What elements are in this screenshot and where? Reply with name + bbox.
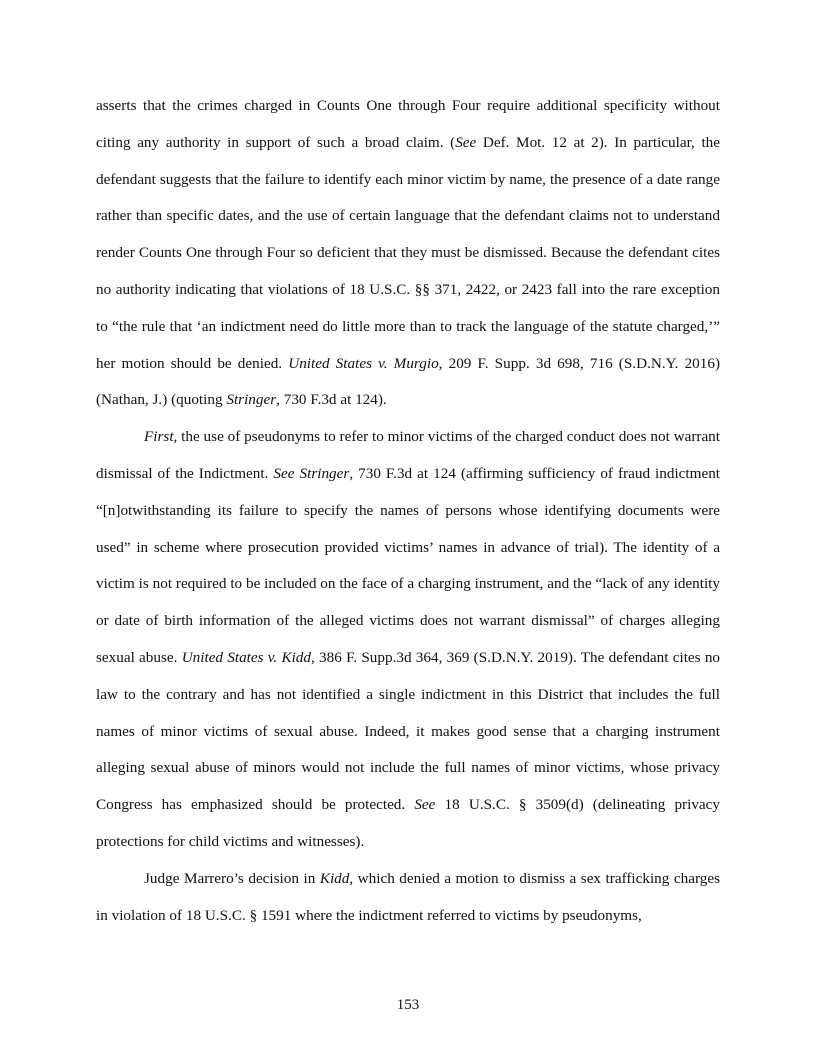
paragraph-text: asserts that the crimes charged in Counts One through Four require additional specificity without citing any authority in support of such a broad claim. ( bbox=[96, 97, 720, 151]
paragraph-text: 18 U.S.C. § 3509(d) (delineating privacy protections for child victims and witnesses). bbox=[96, 796, 720, 850]
paragraph-text: , which denied a motion to dismiss a sex trafficking charges in violation of 18 U.S.C. § 1591 where the indictment referred to victims by pseudonyms, bbox=[96, 869, 720, 924]
document-body bbox=[96, 88, 720, 934]
paragraph-text: Judge Marrero’s decision in bbox=[144, 869, 320, 887]
italic-citation-text: First bbox=[144, 428, 174, 446]
paragraph-text: , 730 F.3d at 124). bbox=[276, 391, 387, 409]
italic-citation-text: See bbox=[455, 133, 477, 151]
italic-citation-text: Stringer bbox=[226, 391, 277, 409]
paragraph-3 bbox=[96, 861, 720, 935]
paragraph-text: , 730 F.3d at 124 (affirming sufficiency of fraud indictment “[n]otwithstanding its failure to specify the names of persons whose identifying documents were used” in scheme where prosecution provided victims’ names in advance of trial). The identity of a victim is not required to be included on the face of a charging instrument, and the “lack of any identity or date of birth information of the alleged victims does not warrant dismissal” of charges alleging sexual abuse. bbox=[96, 464, 721, 666]
paragraph-text: , 386 F. Supp.3d 364, 369 (S.D.N.Y. 2019). The defendant cites no law to the contrary and has not identified a single indictment in this District that includes the full names of minor victims of sexual abuse. Indeed, it makes good sense that a charging instrument alleging sexual abuse of minors would not include the full names of minor victims, whose privacy Congress has emphasized should be protected. bbox=[96, 648, 721, 814]
italic-citation-text: See Stringer bbox=[273, 464, 350, 482]
italic-citation-text: Kidd bbox=[319, 869, 350, 887]
italic-citation-text: United States v. Murgio bbox=[288, 354, 439, 372]
paragraph-text: , 209 F. Supp. 3d 698, 716 (S.D.N.Y. 2016) (Nathan, J.) (quoting bbox=[96, 354, 721, 409]
italic-citation-text: United States v. Kidd bbox=[181, 648, 311, 666]
paragraph-2 bbox=[96, 419, 720, 861]
paragraph-1 bbox=[96, 88, 720, 419]
paragraph-text: , the use of pseudonyms to refer to minor victims of the charged conduct does not warrant dismissal of the Indictment. bbox=[96, 428, 720, 482]
paragraph-text: Def. Mot. 12 at 2). In particular, the defendant suggests that the failure to identify each minor victim by name, the presence of a date range rather than specific dates, and the use of certain language that the defendant claims not to understand render Counts One through Four so deficient that they must be dismissed. Because the defendant cites no authority indicating that violations of 18 U.S.C. §§ 371, 2422, or 2423 fall into the rare exception to “the rule that ‘an indictment need do little more than to track the language of the statute charged,’” her motion should be denied. bbox=[96, 133, 720, 372]
italic-citation-text: See bbox=[414, 796, 436, 814]
page-number: 153 bbox=[396, 997, 420, 1013]
